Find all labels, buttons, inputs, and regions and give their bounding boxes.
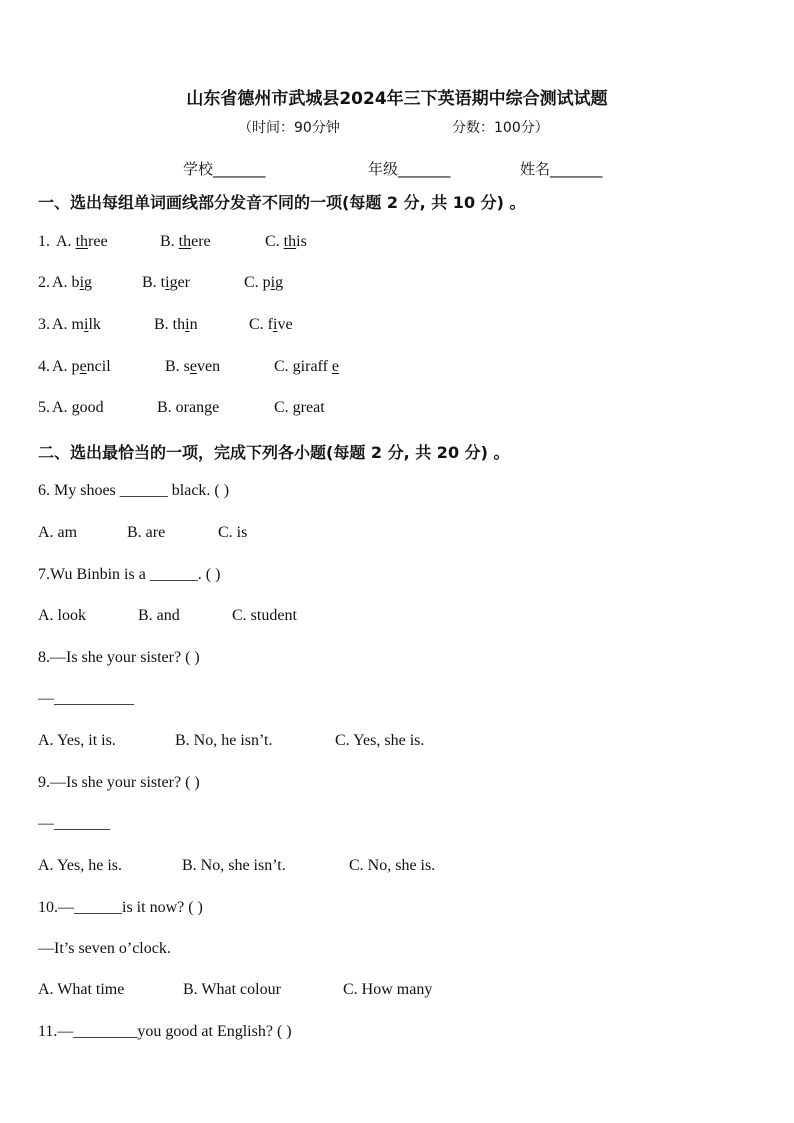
option-c: C. this <box>265 233 307 250</box>
underlined-part: th <box>75 233 89 250</box>
question-1 <box>38 233 307 251</box>
underlined-part: i <box>79 274 85 291</box>
option-a: A. pencil <box>52 358 111 375</box>
option-a: A. three <box>56 233 108 250</box>
school-field: 学校_______ <box>183 160 266 178</box>
option-c: C. five <box>249 316 293 333</box>
question-number: 5. <box>38 399 50 416</box>
question-3 <box>38 316 293 334</box>
underlined-part: th <box>178 233 192 250</box>
option-b: B. What colour <box>183 981 281 998</box>
question-2 <box>38 274 284 292</box>
option-a: A. What time <box>38 981 125 998</box>
underlined-part: i <box>165 274 170 291</box>
option-a: A. good <box>52 399 104 416</box>
option-a: A. big <box>52 274 93 291</box>
question-number: 2. <box>38 274 50 291</box>
question-number: 3. <box>38 316 50 333</box>
option-c: C. great <box>274 399 325 416</box>
option-b: B. there <box>160 233 211 250</box>
question-10-answer-line: —It’s seven o’clock. <box>38 940 171 957</box>
question-10-stem: 10.—______is it now? ( ) <box>38 899 203 916</box>
name-field: 姓名_______ <box>520 160 603 178</box>
option-c: C. pig <box>244 274 284 291</box>
option-b: B. and <box>138 607 180 624</box>
option-b: B. No, he isn’t. <box>175 732 273 749</box>
underlined-part: g <box>292 399 301 416</box>
option-b: B. are <box>127 524 166 541</box>
underlined-part: i <box>185 316 190 333</box>
underlined-part: i <box>273 316 278 333</box>
exam-time: （时间：90分钟 <box>238 120 340 136</box>
option-b: B. tiger <box>142 274 191 291</box>
option-a: A. Yes, he is. <box>38 857 123 874</box>
option-b: B. No, she isn’t. <box>182 857 286 874</box>
underlined-part: i <box>84 316 89 333</box>
option-a: A. milk <box>52 316 101 333</box>
question-7-stem: 7.Wu Binbin is a ______. ( ) <box>38 566 221 583</box>
option-c: C. is <box>218 524 248 541</box>
question-9-stem: 9.—Is she your sister? ( ) <box>38 774 200 791</box>
option-a: A. Yes, it is. <box>38 732 116 749</box>
underlined-part: e <box>79 358 87 375</box>
question-number: 4. <box>38 358 50 375</box>
option-b: B. thin <box>154 316 198 333</box>
option-b: B. orange <box>157 399 220 416</box>
option-a: A. look <box>38 607 86 624</box>
option-c: C. How many <box>343 981 433 998</box>
option-c: C. giraff e <box>274 358 340 375</box>
question-9-answer-line: —_______ <box>38 815 110 832</box>
grade-field: 年级_______ <box>368 160 451 178</box>
question-5 <box>38 399 325 417</box>
question-4 <box>38 358 340 376</box>
option-b: B. seven <box>165 358 221 375</box>
question-number: 1. <box>38 233 50 250</box>
section2-heading: 二、选出最恰当的一项，完成下列各小题(每题 2 分, 共 20 分) 。 <box>38 443 510 462</box>
option-c: C. Yes, she is. <box>335 732 425 749</box>
option-c: C. student <box>232 607 297 624</box>
underlined-part: g <box>204 399 213 416</box>
option-a: A. am <box>38 524 78 541</box>
underlined-part: e <box>189 358 198 375</box>
exam-score: 分数：100分） <box>452 120 549 136</box>
question-11-stem: 11.—________you good at English? ( ) <box>38 1023 292 1040</box>
underlined-part: th <box>283 233 297 250</box>
exam-title: 山东省德州市武城县2024年三下英语期中综合测试试题 <box>186 89 608 109</box>
underlined-part: g <box>71 399 80 416</box>
option-c: C. No, she is. <box>349 857 436 874</box>
underlined-part: e <box>331 358 340 375</box>
question-8-stem: 8.—Is she your sister? ( ) <box>38 649 200 666</box>
question-6-stem: 6. My shoes ______ black. ( ) <box>38 482 230 499</box>
question-8-answer-line: —__________ <box>38 690 134 707</box>
underlined-part: i <box>270 274 276 291</box>
section1-heading: 一、选出每组单词画线部分发音不同的一项(每题 2 分, 共 10 分) 。 <box>38 193 526 212</box>
